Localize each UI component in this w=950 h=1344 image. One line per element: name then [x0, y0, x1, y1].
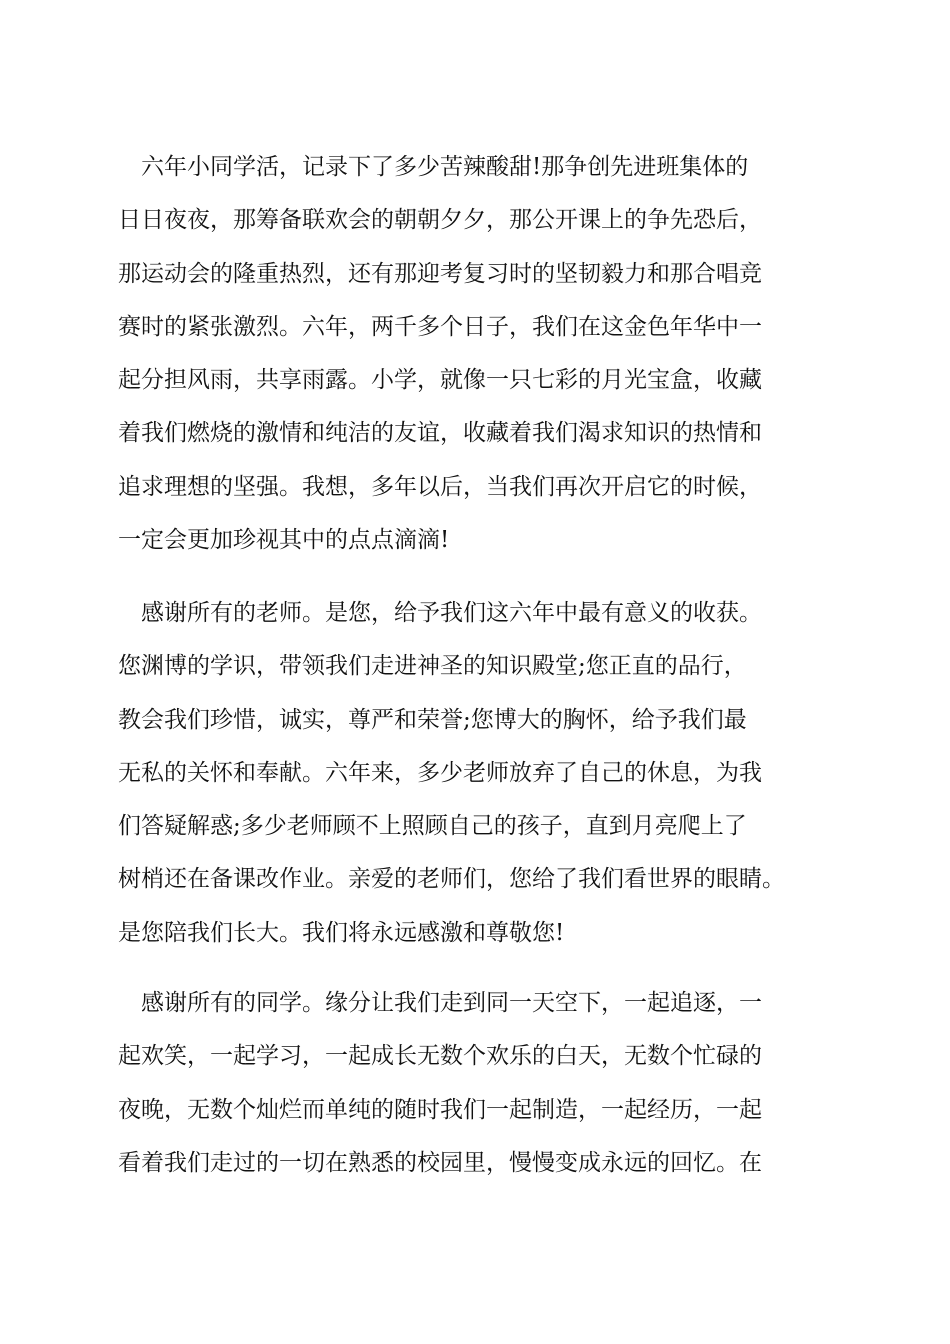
text-line: 日日夜夜，那筹备联欢会的朝朝夕夕，那公开课上的争先恐后，	[118, 207, 762, 234]
text-line: 看着我们走过的一切在熟悉的校园里，慢慢变成永远的回忆。在	[118, 1149, 762, 1176]
text-line: 您渊博的学识，带领我们走进神圣的知识殿堂;您正直的品行，	[118, 653, 747, 680]
text-line: 那运动会的隆重热烈，还有那迎考复习时的坚韧毅力和那合唱竞	[118, 260, 762, 287]
paragraph-2	[118, 587, 843, 960]
text-line: 夜晚，无数个灿烂而单纯的随时我们一起制造，一起经历，一起	[118, 1096, 762, 1123]
text-line: 教会我们珍惜，诚实，尊严和荣誉;您博大的胸怀，给予我们最	[118, 706, 747, 733]
text-line: 六年小同学活，记录下了多少苦辣酸甜!那争创先进班集体的	[118, 154, 749, 180]
text-line: 们答疑解惑;多少老师顾不上照顾自己的孩子，直到月亮爬上了	[118, 813, 747, 840]
text-line: 树梢还在备课改作业。亲爱的老师们，您给了我们看世界的眼睛。	[118, 866, 785, 893]
paragraph-3	[118, 977, 843, 1190]
paragraph-1	[118, 141, 843, 567]
text-line: 感谢所有的同学。缘分让我们走到同一天空下，一起追逐，一	[118, 990, 762, 1016]
text-line: 追求理想的坚强。我想，多年以后，当我们再次开启它的时候，	[118, 473, 762, 500]
text-line: 无私的关怀和奉献。六年来，多少老师放弃了自己的休息，为我	[118, 759, 762, 786]
text-line: 感谢所有的老师。是您，给予我们这六年中最有意义的收获。	[118, 600, 762, 626]
text-line: 赛时的紧张激烈。六年，两千多个日子，我们在这金色年华中一	[118, 313, 762, 340]
text-line: 是您陪我们长大。我们将永远感激和尊敬您!	[118, 919, 565, 946]
text-line: 一定会更加珍视其中的点点滴滴!	[118, 527, 450, 554]
text-line: 着我们燃烧的激情和纯洁的友谊，收藏着我们渴求知识的热情和	[118, 420, 762, 447]
text-line: 起欢笑，一起学习，一起成长无数个欢乐的白天，无数个忙碌的	[118, 1043, 762, 1070]
text-line: 起分担风雨，共享雨露。小学，就像一只七彩的月光宝盒，收藏	[118, 367, 762, 394]
